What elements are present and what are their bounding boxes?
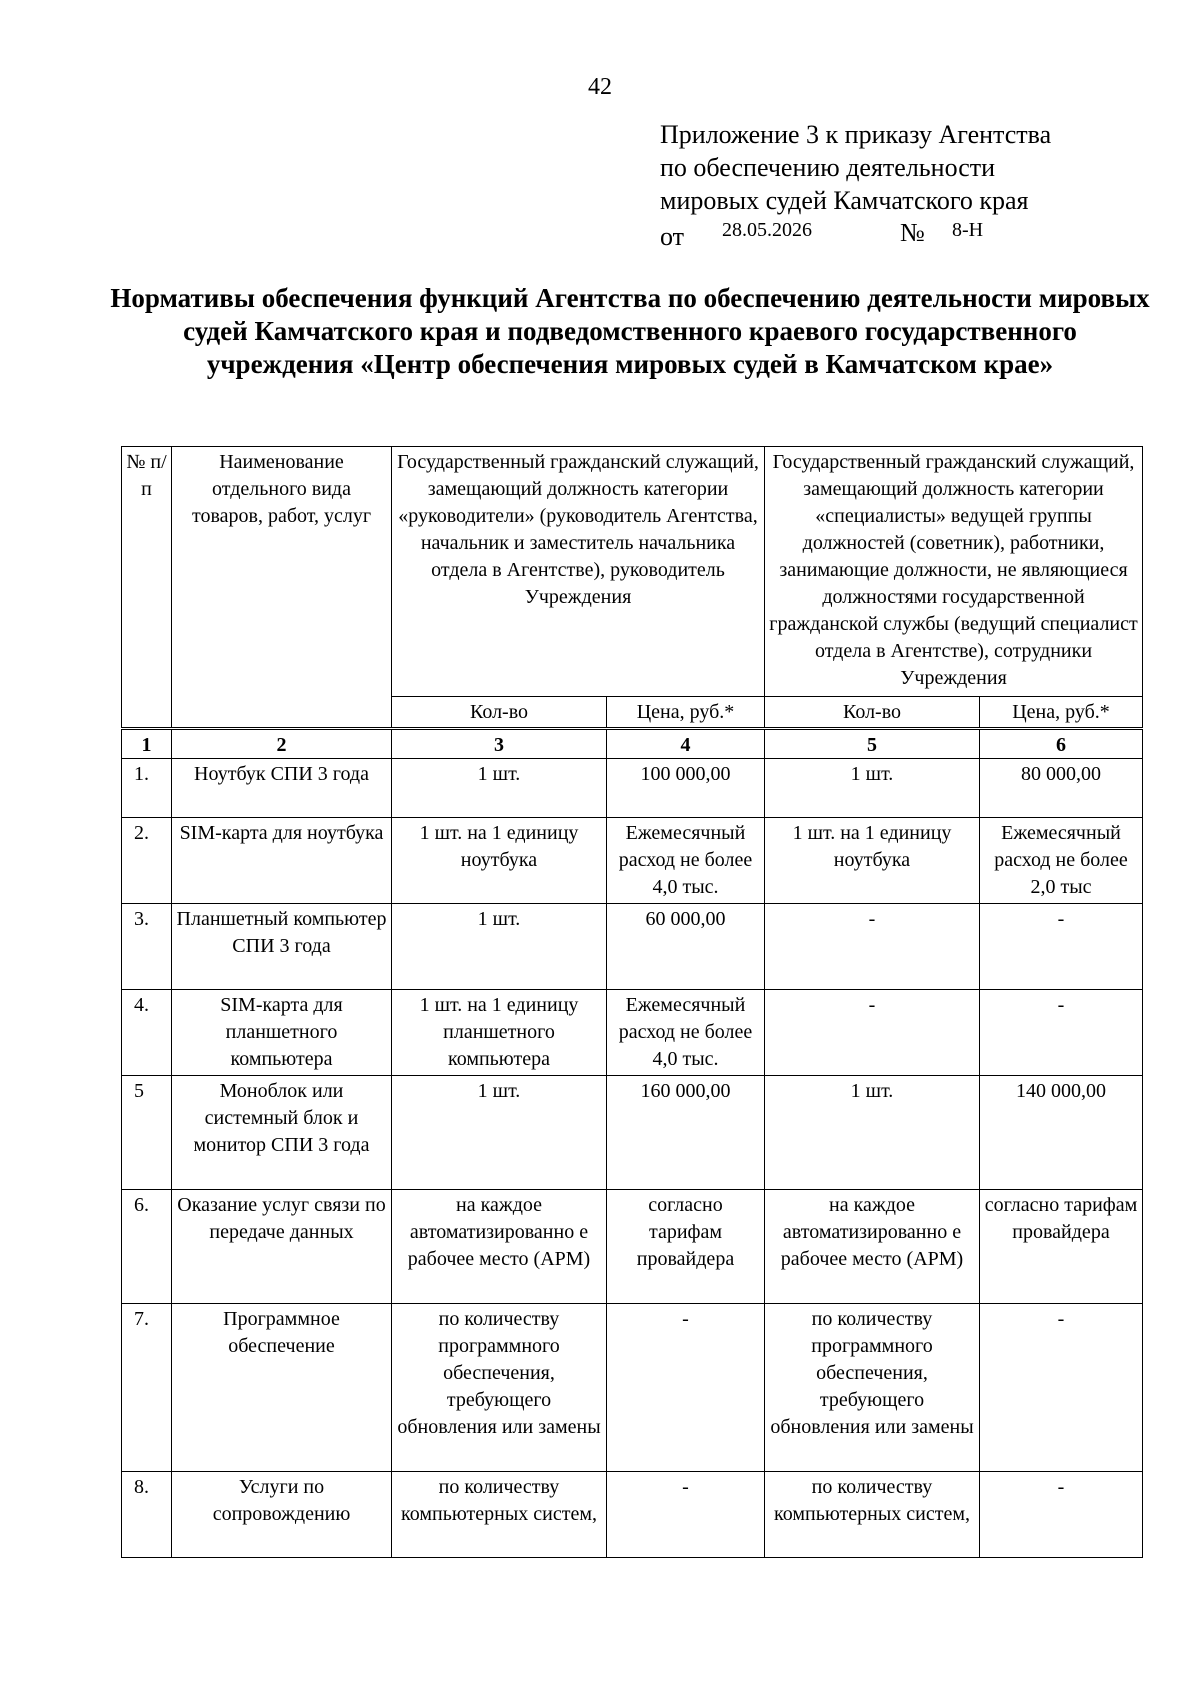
price-managers: Ежемесячный расход не более 4,0 тыс. bbox=[607, 818, 765, 904]
table-row bbox=[122, 1190, 1143, 1304]
qty-managers: 1 шт. bbox=[392, 759, 607, 818]
order-date: 28.05.2026 bbox=[722, 219, 812, 241]
row-number: 3. bbox=[122, 904, 172, 990]
header-price: Цена, руб.* bbox=[980, 697, 1143, 729]
appendix-line: Приложение 3 к приказу Агентства bbox=[660, 120, 1052, 149]
row-number: 6. bbox=[122, 1190, 172, 1304]
price-specialists: Ежемесячный расход не более 2,0 тыс bbox=[980, 818, 1143, 904]
item-name: SIM-карта для ноутбука bbox=[172, 818, 392, 904]
qty-specialists: по количеству программного обеспечения, требующего обновления или замены bbox=[765, 1304, 980, 1472]
qty-managers: 1 шт. bbox=[392, 904, 607, 990]
header-qty: Кол-во bbox=[392, 697, 607, 729]
column-index: 1 bbox=[122, 729, 172, 759]
qty-managers: 1 шт. на 1 единицу планшетного компьютера bbox=[392, 990, 607, 1076]
table-row bbox=[122, 904, 1143, 990]
item-name: Программное обеспечение bbox=[172, 1304, 392, 1472]
table-row bbox=[122, 1304, 1143, 1472]
qty-specialists: - bbox=[765, 990, 980, 1076]
row-number: 5 bbox=[122, 1076, 172, 1190]
qty-specialists: на каждое автоматизированно е рабочее место (АРМ) bbox=[765, 1190, 980, 1304]
table-row bbox=[122, 1472, 1143, 1558]
qty-managers: по количеству компьютерных систем, bbox=[392, 1472, 607, 1558]
appendix-line: мировых судей Камчатского края bbox=[660, 186, 1029, 215]
item-name: Моноблок или системный блок и монитор СПИ 3 года bbox=[172, 1076, 392, 1190]
price-specialists: - bbox=[980, 904, 1143, 990]
row-number: 7. bbox=[122, 1304, 172, 1472]
header-group-specialists: Государственный гражданский служащий, замещающий должность категории «специалисты» ведущей группы должностей (советник), работники, занимающие должности, не являющиеся должностями государственной гражданской службы (ведущий специалист отдела в Агентстве), сотрудники Учреждения bbox=[765, 447, 1143, 697]
row-number: 2. bbox=[122, 818, 172, 904]
column-index: 3 bbox=[392, 729, 607, 759]
item-name: Планшетный компьютер СПИ 3 года bbox=[172, 904, 392, 990]
column-index: 5 bbox=[765, 729, 980, 759]
row-number: 8. bbox=[122, 1472, 172, 1558]
price-managers: Ежемесячный расход не более 4,0 тыс. bbox=[607, 990, 765, 1076]
price-specialists: согласно тарифам провайдера bbox=[980, 1190, 1143, 1304]
column-index: 2 bbox=[172, 729, 392, 759]
price-managers: 100 000,00 bbox=[607, 759, 765, 818]
price-specialists: - bbox=[980, 990, 1143, 1076]
table-row bbox=[122, 990, 1143, 1076]
price-specialists: 80 000,00 bbox=[980, 759, 1143, 818]
table-header-row bbox=[122, 447, 1143, 697]
table-row bbox=[122, 1076, 1143, 1190]
price-managers: 60 000,00 bbox=[607, 904, 765, 990]
qty-specialists: по количеству компьютерных систем, bbox=[765, 1472, 980, 1558]
qty-managers: 1 шт. на 1 единицу ноутбука bbox=[392, 818, 607, 904]
appendix-header bbox=[660, 118, 1051, 217]
price-managers: - bbox=[607, 1304, 765, 1472]
table-row bbox=[122, 759, 1143, 818]
qty-specialists: 1 шт. bbox=[765, 759, 980, 818]
table-row bbox=[122, 818, 1143, 904]
row-number: 4. bbox=[122, 990, 172, 1076]
qty-specialists: - bbox=[765, 904, 980, 990]
column-index: 4 bbox=[607, 729, 765, 759]
item-name: Оказание услуг связи по передаче данных bbox=[172, 1190, 392, 1304]
item-name: SIM-карта для планшетного компьютера bbox=[172, 990, 392, 1076]
norms-table bbox=[121, 446, 1143, 1558]
header-group-managers: Государственный гражданский служащий, замещающий должность категории «руководители» (руководитель Агентства, начальник и заместитель начальника отдела в Агентстве), руководитель Учреждения bbox=[392, 447, 765, 697]
qty-managers: по количеству программного обеспечения, требующего обновления или замены bbox=[392, 1304, 607, 1472]
header-col-number: № п/п bbox=[122, 447, 172, 729]
order-from-label: от bbox=[660, 222, 685, 251]
column-index-row bbox=[122, 729, 1143, 759]
order-number: 8-Н bbox=[952, 219, 984, 241]
qty-specialists: 1 шт. на 1 единицу ноутбука bbox=[765, 818, 980, 904]
order-number-label: № bbox=[900, 218, 925, 247]
item-name: Ноутбук СПИ 3 года bbox=[172, 759, 392, 818]
price-specialists: - bbox=[980, 1472, 1143, 1558]
price-managers: согласно тарифам провайдера bbox=[607, 1190, 765, 1304]
qty-managers: 1 шт. bbox=[392, 1076, 607, 1190]
price-managers: - bbox=[607, 1472, 765, 1558]
document-title: Нормативы обеспечения функций Агентства по обеспечению деятельности мировых судей Камчатского края и подведомственного краевого государственного учреждения «Центр обеспечения мировых судей в Камчатском крае» bbox=[110, 283, 1150, 379]
qty-managers: на каждое автоматизированно е рабочее место (АРМ) bbox=[392, 1190, 607, 1304]
price-specialists: - bbox=[980, 1304, 1143, 1472]
row-number: 1. bbox=[122, 759, 172, 818]
appendix-line: по обеспечению деятельности bbox=[660, 153, 996, 182]
header-qty: Кол-во bbox=[765, 697, 980, 729]
price-specialists: 140 000,00 bbox=[980, 1076, 1143, 1190]
column-index: 6 bbox=[980, 729, 1143, 759]
item-name: Услуги по сопровождению bbox=[172, 1472, 392, 1558]
price-managers: 160 000,00 bbox=[607, 1076, 765, 1190]
header-price: Цена, руб.* bbox=[607, 697, 765, 729]
header-col-name: Наименование отдельного вида товаров, работ, услуг bbox=[172, 447, 392, 729]
qty-specialists: 1 шт. bbox=[765, 1076, 980, 1190]
page-number: 42 bbox=[588, 74, 612, 100]
